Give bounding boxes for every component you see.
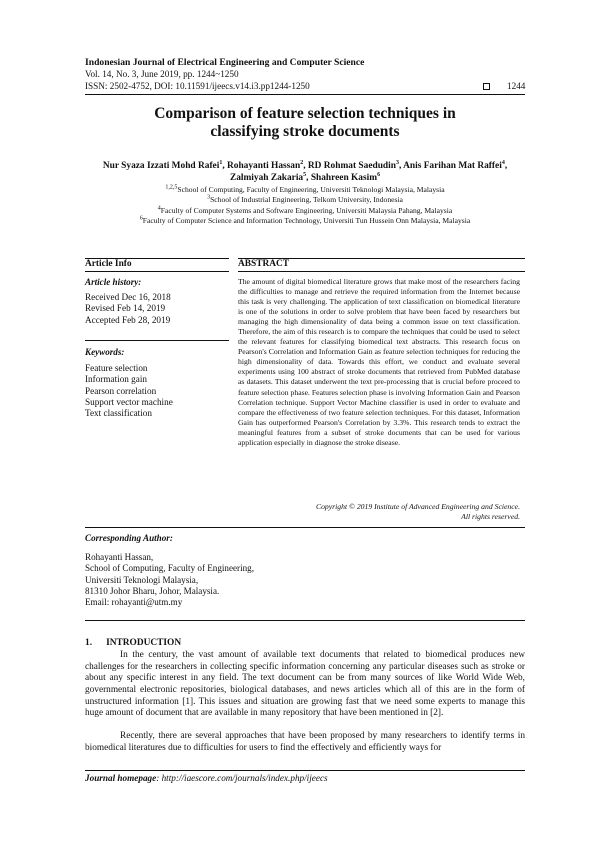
address-line: Rohayanti Hassan, <box>85 552 154 562</box>
square-icon <box>483 83 490 90</box>
paper-title <box>85 105 525 141</box>
affiliation-text: Faculty of Computer Science and Information Technology, Universiti Tun Hussein Onn Malaysia, Malaysia <box>142 215 471 225</box>
affiliation <box>85 195 525 205</box>
keyword: Feature selection <box>85 363 148 373</box>
address-line: School of Computing, Faculty of Engineering, <box>85 563 254 574</box>
journal-name: Indonesian Journal of Electrical Engineering and Computer Science <box>85 57 365 68</box>
info-rule-2 <box>85 271 229 272</box>
affiliation <box>85 216 525 226</box>
history-item: Revised Feb 14, 2019 <box>85 303 166 314</box>
affiliation-text: Faculty of Computer Systems and Software Engineering, Universiti Malaysia Pahang, Malaysia <box>160 205 453 215</box>
address-line: 81310 Johor Bharu, Johor, Malaysia. <box>85 585 220 596</box>
corresponding-label: Corresponding Author: <box>85 533 173 543</box>
affiliation-mark: 3 <box>207 194 211 201</box>
copyright-line: Copyright © 2019 Institute of Advanced Engineering and Science. <box>315 502 520 511</box>
abstract-rule-2 <box>238 271 525 272</box>
author-name: Zalmiyah Zakaria <box>229 173 304 183</box>
section-heading: 1. INTRODUCTION <box>85 638 182 648</box>
article-info-heading: Article Info <box>85 259 132 269</box>
intro-paragraph-1: In the century, the vast amount of available text documents that related to biomedical produces new challenges for the researchers in collecting specific information concerning any particular diseases such as stroke or about any specific interest in any field. The text document can be from many sources of like World Wide Web, governmental electronic repositories, biological databases, and news articles which all of this are in the form of unstructured information [1]. This issues and situation are growing fast that we need some experts to manage this huge amount of document that are available in many repository that have been mentioned in [2]. <box>85 650 525 719</box>
keywords-list <box>85 363 229 419</box>
keyword: Support vector machine <box>85 396 173 407</box>
article-history-label: Article history: <box>85 277 142 287</box>
keywords-label: Keywords: <box>85 347 125 357</box>
affiliation-mark: 1,2,5 <box>165 184 178 191</box>
keyword: Information gain <box>85 374 147 385</box>
affiliation-text: School of Computing, Faculty of Engineering, Universiti Teknologi Malaysia, Malaysia <box>177 185 445 194</box>
corresponding-rule-top <box>85 527 525 528</box>
author-line <box>85 172 525 184</box>
author-affil-mark: 5 <box>303 171 307 178</box>
affiliation-text: School of Industrial Engineering, Telkom University, Indonesia <box>210 195 403 205</box>
author-affil-mark: 1 <box>219 159 223 166</box>
article-history <box>85 292 229 326</box>
info-rule-3 <box>85 340 229 341</box>
affiliation <box>85 185 525 195</box>
author-affil-mark: 4 <box>501 159 505 166</box>
issn-doi: ISSN: 2502-4752, DOI: 10.11591/ijeecs.v14.i3.pp1244-1250 <box>85 81 310 91</box>
journal-homepage <box>85 773 328 783</box>
page-number: 1244 <box>507 81 526 91</box>
history-item: Received Dec 16, 2018 <box>85 292 171 302</box>
author-list <box>85 160 525 184</box>
author-name: , Rohayanti Hassan <box>222 161 301 171</box>
author-affil-mark: 2 <box>300 159 304 166</box>
corresponding-rule-bottom <box>85 620 525 621</box>
footer-divider <box>85 770 525 771</box>
homepage-url[interactable]: : http://iaescore.com/journals/index.php/ijeecs <box>156 773 328 783</box>
affiliation <box>85 206 525 216</box>
title-line: Comparison of feature selection techniques in <box>154 105 456 122</box>
author-affil-mark: 6 <box>377 171 381 178</box>
affiliation-mark: 4 <box>157 205 161 212</box>
address-line: Universiti Teknologi Malaysia, <box>85 574 199 585</box>
affiliation-mark: 6 <box>139 215 143 222</box>
affiliations <box>85 185 525 226</box>
address-email[interactable]: Email: rohayanti@utm.my <box>85 597 183 608</box>
author-name: , Shahreen Kasim <box>306 173 378 183</box>
abstract-text: The amount of digital biomedical literature grows that make most of the researchers facing the difficulties to manage and retrieve the required information from the Internet because this task is very challenging. The application of text classification on biomedical literature is one of the solutions in order to solve problem that have been faced by researchers but managing the high dimensionality of data being a common issue on text classification. Therefore, the aim of this research is to compare the techniques that could be used to select the relevant features for classifying biomedical text abstracts. This research focus on Pearson's Correlation and Information Gain as feature selection techniques for reducing the high dimensionality of data. Towards this effort, we conduct and evaluate several experiments using 100 abstract of stroke documents that retrieved from PubMed database as datasets. This dataset underwent the text pre-processing that is crucial before proceed to feature selection phase. Features selection phase is involving Information Gain and Pearson Correlation technique. Support Vector Machine classifier is used in order to evaluate and compare the effectiveness of two feature selection techniques. For this dataset, Information Gain has outperformed Pearson's Correlation by 3.3%. This research tends to extract the meaningful features from a subset of stroke documents that can be used for various application especially in diagnose the stroke disease. <box>238 277 520 447</box>
corresponding-address <box>85 552 254 608</box>
keyword: Text classification <box>85 408 152 419</box>
volume-info: Vol. 14, No. 3, June 2019, pp. 1244~1250 <box>85 69 239 79</box>
author-affil-mark: 3 <box>395 159 399 166</box>
intro-paragraph-2: Recently, there are several approaches that have been proposed by many researchers to identify terms in biomedical literatures due to difficulties for users to find the effectively and efficiently ways for <box>85 731 525 753</box>
author-line <box>85 160 525 172</box>
copyright-line: All rights reserved. <box>461 512 520 521</box>
keyword: Pearson correlation <box>85 385 157 396</box>
author-separator: , <box>504 161 508 171</box>
history-item: Accepted Feb 28, 2019 <box>85 314 171 325</box>
title-line: classifying stroke documents <box>210 123 400 140</box>
header-divider <box>85 94 525 95</box>
abstract-heading: ABSTRACT <box>238 259 290 269</box>
author-name: Nur Syaza Izzati Mohd Rafei <box>102 161 220 171</box>
author-name: , Anis Farihan Mat Raffei <box>398 161 502 171</box>
homepage-label: Journal homepage <box>85 773 157 783</box>
author-name: , RD Rohmat Saedudin <box>303 161 396 171</box>
